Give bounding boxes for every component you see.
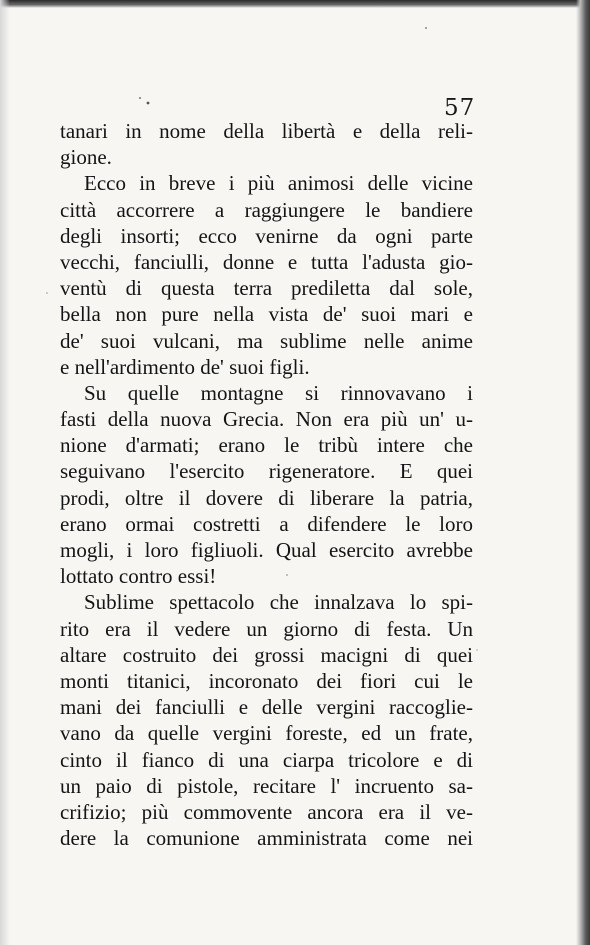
text-line: seguivano l'esercito rigeneratore. E quei [60,459,473,484]
text-line: città accorrere a raggiungere le bandiere [60,197,473,222]
text-line: erano ormai costretti a difendere le loro [60,511,473,536]
text-line: crifizio; più commovente ancora era il ve- [60,799,473,824]
text-line: Ecco in breve i più animosi delle vicine [84,171,473,196]
text-line: lottato contro essi! [60,564,217,589]
text-line: gione. [60,145,112,170]
text-line: prodi, oltre il dovere di liberare la patria, [60,485,473,510]
text-line: dere la comunione amministrata come nei [60,826,473,851]
text-line: mogli, i loro figliuoli. Qual esercito avrebbe [60,538,473,562]
text-line: altare costruito dei grossi macigni di quei [60,642,473,667]
text-line: degli insorti; ecco venirne da ogni parte [60,223,473,248]
text-line: e nell'ardimento de' suoi figli. [60,354,310,379]
text-line: un paio di pistole, recitare l' incruento sa- [60,773,473,798]
text-line: nione d'armati; erano le tribù intere che [60,433,473,458]
text-line: rito era il vedere un giorno di festa. Un [60,616,473,641]
page-number: 57 [444,95,476,121]
text-line: Su quelle montagne si rinnovavano i [84,380,473,405]
text-line: fasti della nuova Grecia. Non era più un' u- [60,407,473,432]
text-line: bella non pure nella vista de' suoi mari e [60,302,473,327]
text-line: vano da quelle vergini foreste, ed un frate, [60,721,473,746]
text-line: tanari in nome della libertà e della reli- [60,119,473,143]
text-line: monti titanici, incoronato dei fiori cui le [60,668,473,693]
text-line: vecchi, fanciulli, donne e tutta l'adusta gio- [60,249,473,274]
text-line: cinto il fianco di una ciarpa tricolore e di [60,747,473,772]
text-line: Sublime spettacolo che innalzava lo spi- [84,590,473,615]
text-line: mani dei fanciulli e delle vergini raccoglie- [60,695,473,720]
text-line: ventù di questa terra prediletta dal sole, [60,276,473,301]
text-line: de' suoi vulcani, ma sublime nelle anime [60,328,473,353]
